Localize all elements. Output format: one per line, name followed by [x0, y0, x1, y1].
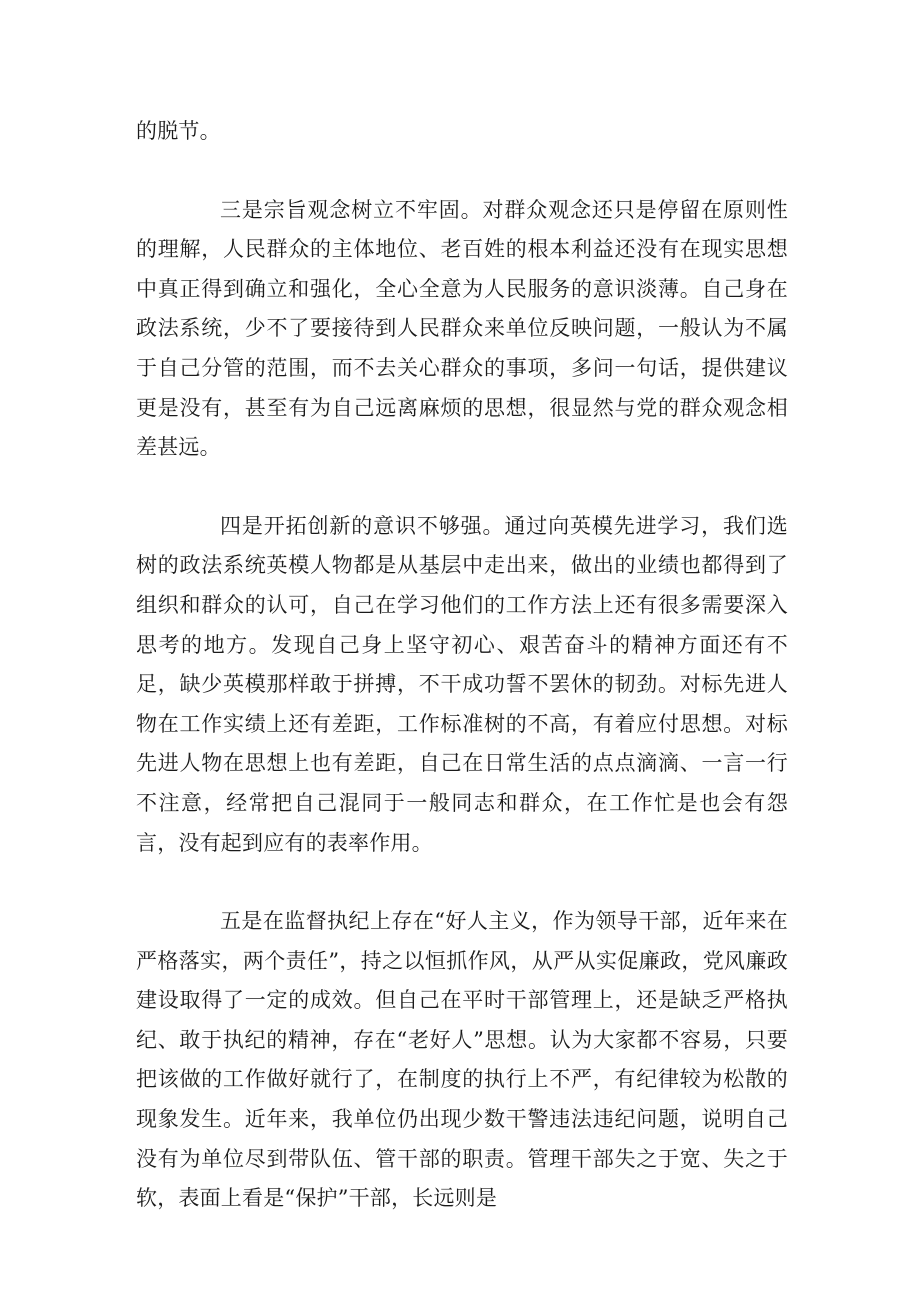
- paragraph-purpose-concept: 三是宗旨观念树立不牢固。对群众观念还只是停留在原则性的理解，人民群众的主体地位、老百姓的根本利益还没有在现实思想中真正得到确立和强化，全心全意为人民服务的意识淡薄。自己身在政法系统，少不了要接待到人民群众来单位反映问题，一般认为不属于自己分管的范围，而不去关心群众的事项，多问一句话，提供建议更是没有，甚至有为自己远离麻烦的思想，很显然与党的群众观念相差甚远。: [136, 197, 788, 460]
- paragraph-gap: [136, 468, 788, 507]
- paragraph-supervision: 五是在监督执纪上存在“好人主义，作为领导干部，近年来在严格落实，两个责任”，持之以恒抓作风，从严从实促廉政，党风廉政建设取得了一定的成效。但自己在平时干部管理上，还是缺乏严格执纪、敢于执纪的精神，存在“老好人”思想。认为大家都不容易，只要把该做的工作做好就行了，在制度的执行上不严，有纪律较为松散的现象发生。近年来，我单位仍出现少数干警违法违纪问题，说明自己没有为单位尽到带队伍、管干部的职责。管理干部失之于宽、失之于软，表面上看是“保护”干部，长远则是: [136, 909, 788, 1211]
- paragraph-innovation: 四是开拓创新的意识不够强。通过向英模先进学习，我们选树的政法系统英模人物都是从基层中走出来，做出的业绩也都得到了组织和群众的认可，自己在学习他们的工作方法上还有很多需要深入思考的地方。发现自己身上坚守初心、艰苦奋斗的精神方面还有不足，缺少英模那样敢于拼搏，不干成功誓不罢休的韧劲。对标先进人物在工作实绩上还有差距，工作标准树的不高，有着应付思想。对标先进人物在思想上也有差距，自己在日常生活的点点滴滴、一言一行不注意，经常把自己混同于一般同志和群众，在工作忙是也会有怨言，没有起到应有的表率作用。: [136, 513, 788, 855]
- paragraph-continuation: 的脱节。: [136, 119, 221, 143]
- paragraph-gap: [136, 863, 788, 902]
- paragraph-gap: [136, 152, 788, 191]
- document-body: [136, 112, 788, 1219]
